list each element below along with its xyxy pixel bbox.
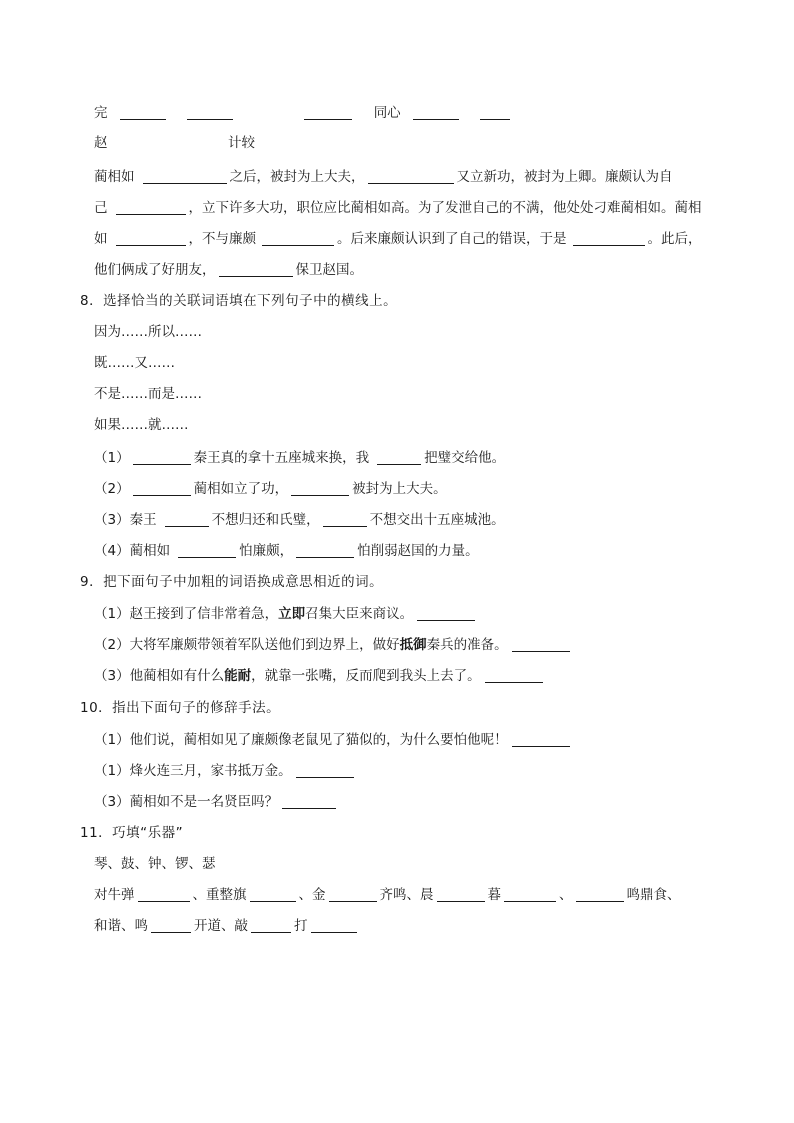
blank[interactable]: [573, 231, 645, 246]
blank[interactable]: [251, 918, 291, 933]
text: 蔺相如: [94, 169, 135, 185]
q11-line-1: [94, 885, 681, 905]
q8-sentence-3: [94, 510, 505, 530]
blank[interactable]: [250, 887, 296, 902]
q8-option-1: 因为……所以……: [94, 324, 202, 340]
text: 他们说，蔺相如见了廉颇像老鼠见了猫似的，为什么要怕他呢！: [129, 732, 508, 748]
blank[interactable]: [133, 450, 191, 465]
text: 蔺相如立了功，: [193, 481, 289, 497]
q10-sentence-1: [94, 730, 573, 750]
item-number: （3）: [94, 668, 130, 684]
blank[interactable]: [187, 105, 233, 120]
passage-line-3: [94, 229, 702, 249]
item-number: （3）: [94, 794, 130, 810]
blank[interactable]: [417, 606, 475, 621]
text: 大将军廉颇带领着军队送他们到边界上，做好: [129, 637, 400, 653]
text: 之后，被封为上大夫，: [229, 169, 365, 185]
row2-char: 赵: [94, 135, 108, 151]
text: ，立下许多大功，职位应比蔺相如高。为了发泄自己的不满，他处处刁难蔺相如。蔺相: [188, 200, 702, 216]
text: 。此后，: [647, 231, 702, 247]
item-number: （3）: [94, 512, 130, 528]
text: 。后来廉颇认识到了自己的错误，于是: [337, 231, 567, 247]
row-1: [94, 103, 513, 123]
q11-options: 琴、鼓、钟、锣、瑟: [94, 856, 216, 872]
text: 对牛弹: [94, 887, 135, 903]
blank[interactable]: [504, 887, 556, 902]
text: ，不与廉颇: [188, 231, 256, 247]
blank[interactable]: [219, 262, 293, 277]
text: 齐鸣、晨: [379, 887, 434, 903]
blank[interactable]: [512, 732, 570, 747]
passage-line-4: [94, 260, 363, 280]
text: 他蔺相如有什么: [129, 668, 225, 684]
bold-word: 立即: [278, 606, 306, 622]
blank[interactable]: [165, 512, 209, 527]
text: 、重整旗: [192, 887, 247, 903]
text: 打: [294, 918, 308, 934]
q11-line-2: [94, 916, 360, 936]
item-number: （2）: [94, 637, 130, 653]
row-2-word: [228, 133, 255, 153]
text: 秦王真的拿十五座城来换，我: [193, 450, 370, 466]
row2-word-text: 计较: [228, 135, 255, 151]
blank[interactable]: [138, 887, 190, 902]
item-number: （2）: [94, 481, 130, 497]
blank[interactable]: [304, 105, 352, 120]
q11-title: 11．巧填“乐器”: [80, 825, 184, 841]
text: 烽火连三月，家书抵万金。: [129, 763, 292, 779]
text: 秦兵的准备。: [426, 637, 508, 653]
q8-option-2: 既……又……: [94, 355, 175, 371]
q9-title: 9．把下面句子中加粗的词语换成意思相近的词。: [80, 574, 384, 590]
text: 怕廉颇，: [239, 543, 294, 559]
blank[interactable]: [485, 668, 543, 683]
q10-sentence-3: [94, 792, 339, 812]
q10-title: 10．指出下面句子的修辞手法。: [80, 700, 281, 716]
blank[interactable]: [413, 105, 459, 120]
blank[interactable]: [133, 481, 191, 496]
passage-line-1: [94, 167, 673, 187]
row1-word: 同心: [373, 105, 401, 121]
text: 和谐、鸣: [94, 918, 148, 934]
text: 不想交出十五座城池。: [369, 512, 505, 528]
text: 不想归还和氏璧，: [211, 512, 320, 528]
blank[interactable]: [329, 887, 377, 902]
blank[interactable]: [512, 637, 570, 652]
text: 保卫赵国。: [295, 262, 363, 278]
q9-sentence-1: [94, 604, 478, 624]
q8-option-4: 如果……就……: [94, 417, 189, 433]
text: 、: [559, 887, 573, 903]
blank[interactable]: [296, 763, 354, 778]
bold-word: 能耐: [224, 668, 252, 684]
item-number: （4）: [94, 543, 130, 559]
q8-sentence-2: [94, 479, 447, 499]
text: ，就靠一张嘴，反而爬到我头上去了。: [251, 668, 481, 684]
text: 又立新功，被封为上卿。廉颇认为自: [456, 169, 673, 185]
text: 怕削弱赵国的力量。: [357, 543, 479, 559]
blank[interactable]: [437, 887, 485, 902]
blank[interactable]: [262, 231, 334, 246]
text: 鸣鼎食、: [626, 887, 681, 903]
text: 开道、敲: [194, 918, 248, 934]
q8-option-3: 不是……而是……: [94, 386, 202, 402]
blank[interactable]: [120, 105, 166, 120]
text: 秦王: [129, 512, 157, 528]
text: 被封为上大夫。: [352, 481, 447, 497]
blank[interactable]: [377, 450, 421, 465]
text: 蔺相如不是一名贤臣吗？: [129, 794, 279, 810]
text: 召集大臣来商议。: [305, 606, 414, 622]
blank[interactable]: [282, 794, 336, 809]
q8-title: 8．选择恰当的关联词语填在下列句子中的横线上。: [80, 293, 398, 309]
text: 暮: [487, 887, 501, 903]
bold-word: 抵御: [399, 637, 427, 653]
row1-char: 完: [94, 105, 108, 121]
blank[interactable]: [368, 169, 454, 184]
item-number: （1）: [94, 732, 130, 748]
blank[interactable]: [291, 481, 349, 496]
item-number: （1）: [94, 450, 130, 466]
text: 蔺相如: [129, 543, 171, 559]
blank[interactable]: [296, 543, 354, 558]
q10-sentence-2: [94, 761, 357, 781]
item-number: （1）: [94, 763, 130, 779]
blank[interactable]: [323, 512, 367, 527]
blank[interactable]: [143, 169, 227, 184]
text: 赵王接到了信非常着急，: [129, 606, 279, 622]
text: 己: [94, 200, 108, 216]
q8-sentence-1: [94, 448, 505, 468]
text: 把璧交给他。: [424, 450, 506, 466]
text: 如: [94, 231, 108, 247]
blank[interactable]: [576, 887, 624, 902]
q8-sentence-4: [94, 541, 479, 561]
row-2: [94, 133, 108, 153]
blank[interactable]: [178, 543, 236, 558]
blank[interactable]: [116, 231, 186, 246]
blank[interactable]: [151, 918, 191, 933]
item-number: （1）: [94, 606, 130, 622]
blank[interactable]: [480, 105, 510, 120]
text: 他们俩成了好朋友，: [94, 262, 216, 278]
passage-line-2: [94, 198, 702, 218]
blank[interactable]: [116, 200, 186, 215]
blank[interactable]: [311, 918, 357, 933]
q9-sentence-3: [94, 666, 546, 686]
q9-sentence-2: [94, 635, 573, 655]
text: 、金: [298, 887, 326, 903]
